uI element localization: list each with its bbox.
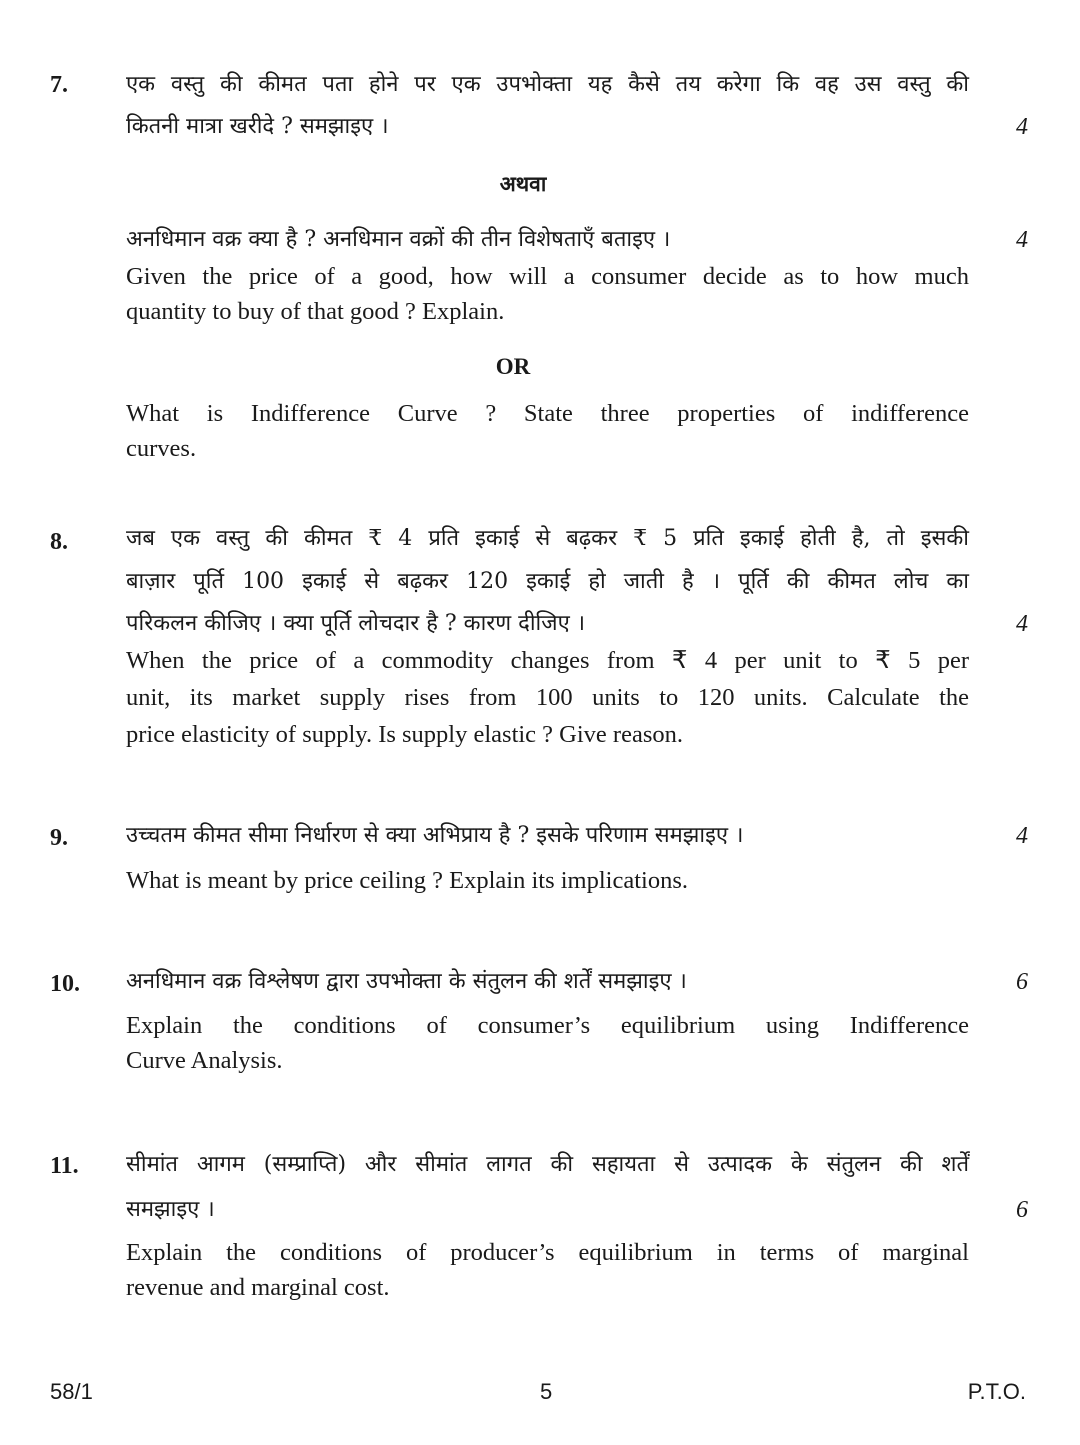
question-hindi-line: बाज़ार पूर्ति 100 इकाई से बढ़कर 120 इकाई हो जाती है । पूर्ति की कीमत लोच का	[126, 569, 969, 594]
question-english-line: Given the price of a good, how will a consumer decide as to how much	[126, 263, 969, 290]
question-english-line: Explain the conditions of producer’s equilibrium in terms of marginal	[126, 1239, 969, 1266]
or-divider-hindi: अथवा	[499, 171, 547, 196]
question-number: 8.	[50, 529, 68, 555]
question-english-line: Curve Analysis.	[126, 1047, 283, 1074]
marks: 6	[1016, 969, 1028, 995]
question-hindi-line: अनधिमान वक्र क्या है ? अनधिमान वक्रों की तीन विशेषताएँ बताइए ।	[126, 227, 671, 252]
question-english-line: What is meant by price ceiling ? Explain its implications.	[126, 867, 688, 894]
question-english-line: curves.	[126, 435, 197, 462]
marks: 4	[1016, 227, 1028, 253]
question-number: 10.	[50, 971, 80, 997]
question-number: 11.	[50, 1153, 79, 1179]
marks: 4	[1016, 114, 1028, 140]
question-hindi-line: एक वस्तु की कीमत पता होने पर एक उपभोक्ता यह कैसे तय करेगा कि वह उस वस्तु की	[126, 72, 969, 97]
question-number: 7.	[50, 72, 68, 98]
question-english-line: quantity to buy of that good ? Explain.	[126, 298, 505, 325]
paper-code: 58/1	[50, 1379, 93, 1404]
marks: 6	[1016, 1197, 1028, 1223]
or-divider-english: OR	[495, 354, 531, 379]
marks: 4	[1016, 611, 1028, 637]
question-english-line: price elasticity of supply. Is supply elastic ? Give reason.	[126, 721, 683, 748]
question-hindi-line: कितनी मात्रा खरीदे ? समझाइए ।	[126, 114, 389, 139]
question-hindi-line: जब एक वस्तु की कीमत ₹ 4 प्रति इकाई से बढ़कर ₹ 5 प्रति इकाई होती है, तो इसकी	[126, 526, 969, 551]
question-hindi-line: परिकलन कीजिए । क्या पूर्ति लोचदार है ? कारण दीजिए ।	[126, 611, 586, 636]
question-hindi-line: अनधिमान वक्र विश्लेषण द्वारा उपभोक्ता के संतुलन की शर्तें समझाइए ।	[126, 969, 687, 994]
question-english-line: What is Indifference Curve ? State three properties of indifference	[126, 400, 969, 427]
page-number: 5	[540, 1379, 553, 1404]
marks: 4	[1016, 823, 1028, 849]
pto-label: P.T.O.	[967, 1379, 1026, 1404]
question-english-line: revenue and marginal cost.	[126, 1274, 390, 1301]
question-english-line: When the price of a commodity changes from ₹ 4 per unit to ₹ 5 per	[126, 647, 969, 674]
question-hindi-line: समझाइए ।	[126, 1197, 215, 1222]
question-english-line: Explain the conditions of consumer’s equilibrium using Indifference	[126, 1012, 969, 1039]
question-hindi-line: उच्चतम कीमत सीमा निर्धारण से क्या अभिप्राय है ? इसके परिणाम समझाइए ।	[126, 823, 744, 848]
question-english-line: unit, its market supply rises from 100 units to 120 units. Calculate the	[126, 684, 969, 711]
question-hindi-line: सीमांत आगम (सम्प्राप्ति) और सीमांत लागत की सहायता से उत्पादक के संतुलन की शर्तें	[126, 1152, 969, 1177]
question-number: 9.	[50, 825, 68, 851]
